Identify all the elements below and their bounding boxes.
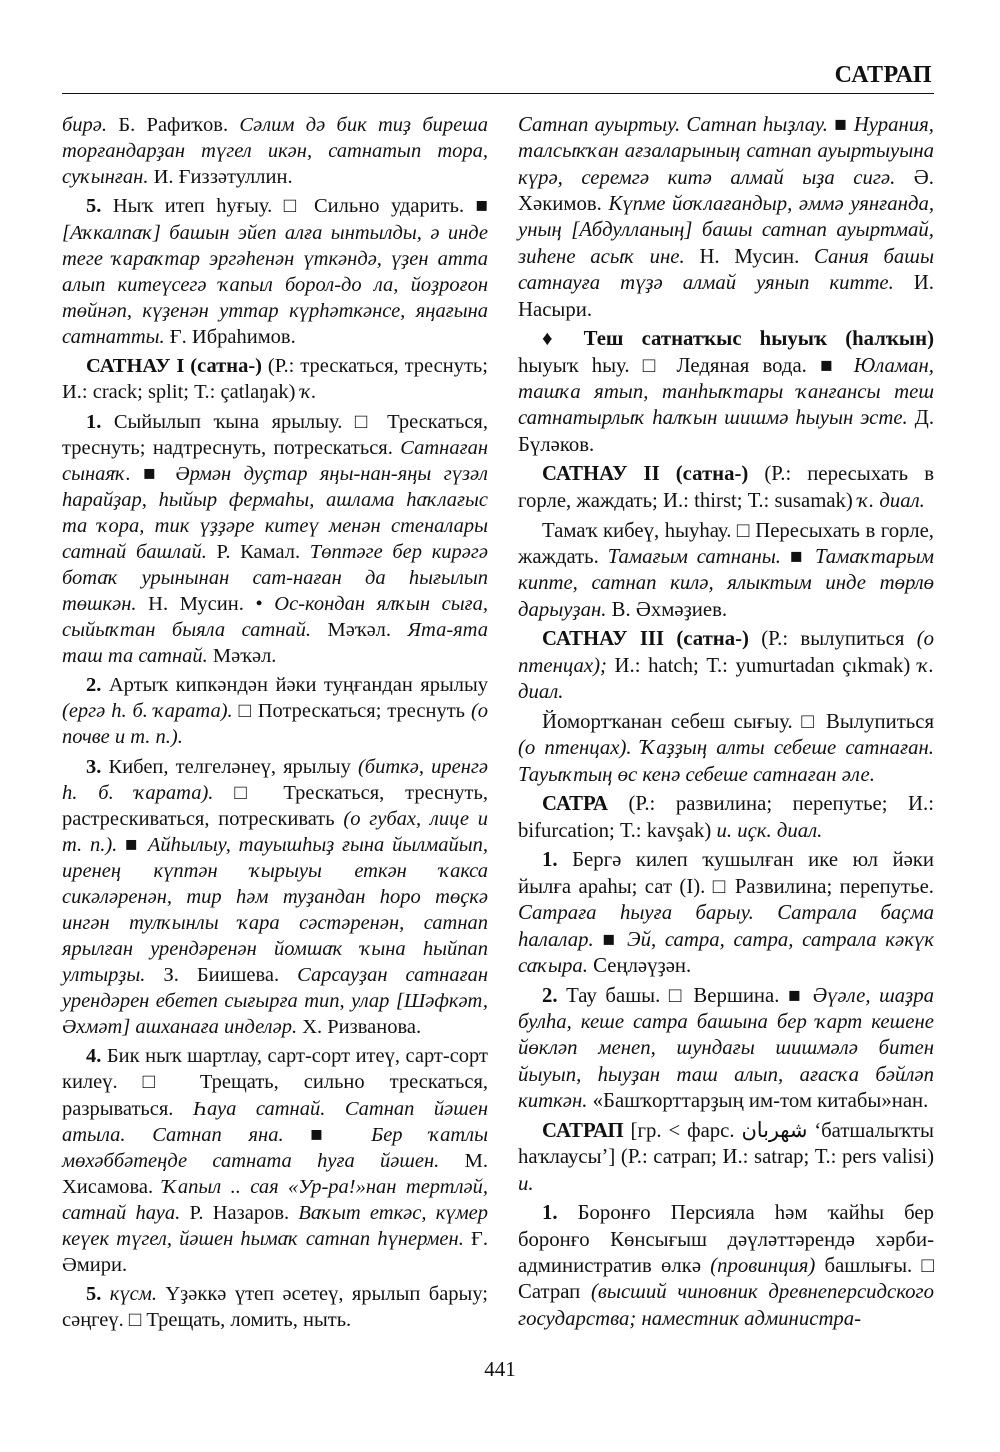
italic-text: (о почве и т. п.). (62, 700, 489, 749)
body-text: Ғ. Ибраһимов. (164, 325, 296, 348)
italic-text: ҡ. (300, 381, 317, 404)
dictionary-paragraph (62, 1281, 488, 1333)
dictionary-paragraph (62, 353, 488, 405)
body-text: Ә. Хәкимов. (518, 166, 934, 216)
right-column (518, 112, 934, 1335)
italic-text: [Аҡкалпаҡ] башын эйеп алға ынтылды, ә инде теге ҡараҡтар эргәһенән үткәндә, үҙен атта алып китеүсегә ҡапыл борол-до ла, йоҙроғон төйнәп, күҙенән уттар күрһәткәнсе, яңағына сатнатты. (62, 221, 488, 348)
italic-text: Юламан, ташҡа ятып, танһыҡтары ҡанғансы теш сатнатырлыҡ һалҡын шишмә һыуын эсте. (518, 354, 934, 430)
body-text: Н. Мусин. (684, 245, 815, 268)
italic-text: Айһылыу, тауышһыҙ ғына йылмайып, иренең күптән ҡырыуы еткән ҡакса сикәләренән, тир һәм туҙандан һоро төҫкә ингән тулҡынлы ҡара сәстәренән, сатнап ярылған урендәренән йомшаҡ ҡына һыйпап ултырҙы. (62, 833, 488, 986)
italic-text: (о птенцах); (518, 628, 934, 677)
italic-text: Сатраға һыуға барыу. Сатрала баҫма һалалар. (518, 902, 934, 951)
body-text: ■ (130, 462, 176, 485)
italic-text: ҡ. диал. (858, 489, 925, 512)
body-text: ■ (781, 545, 815, 568)
body-text: Кибеп, телгеләнеү, ярылыу (101, 755, 358, 778)
dictionary-paragraph (518, 1118, 934, 1197)
body-text: М. Хисамова. (62, 1149, 488, 1198)
italic-text: Эй, сатра, сатра, сатрала кәкүк саҡыра. (518, 928, 934, 977)
body-text: □ Трескаться, треснуть, растрескиваться, потрескивать (62, 781, 488, 830)
italic-text: Сания башы сатнауға түҙә алмай уянып китте. (518, 245, 934, 295)
body-text: (Р.: пересыхать в горле, жаждать; И.: thirst; Т.: susamak) (518, 463, 935, 512)
dictionary-paragraph (518, 791, 934, 844)
running-head: САТРАП (834, 62, 932, 88)
body-text: Н. Мусин. • (136, 592, 275, 615)
headword-text: 2. (86, 674, 102, 697)
dictionary-paragraph (518, 326, 934, 458)
headword-text: 5. (86, 1283, 102, 1306)
body-text: Ныҡ итеп һуғыу. □ Сильно ударить. ■ (101, 195, 488, 218)
dictionary-paragraph (518, 847, 934, 979)
body-text: Боронғо Персияла һәм ҡайһы бер боронғо Көнсығыш дәүләттәрендә хәрби-административ өлкә (518, 1202, 934, 1277)
italic-text: Төптәге бер кирәгә ботаҡ урынынан сат-наған да һығылып төшкән. (62, 540, 488, 615)
italic-text: и. иҫк. диал. (716, 819, 823, 842)
dictionary-paragraph (518, 461, 934, 514)
body-text: И.: hatch; Т.: yumurtadan çıkmak) (606, 654, 918, 677)
italic-text: Ята-ята таш та сатнай. (62, 618, 488, 667)
body-text: □ Потрескаться; треснуть (232, 700, 471, 723)
body-text: Х. Ризванова. (297, 1016, 422, 1039)
body-text: Д. Бүләков. (518, 407, 935, 456)
dictionary-paragraph (518, 626, 934, 705)
dictionary-paragraph (62, 754, 488, 1040)
italic-text: Ос-кондан ялҡын сыға, сыйыҡтан быяла сатнай. (62, 592, 488, 641)
body-text: Тамаҡ кибеү, һыуһау. □ Пересыхать в горле, жаждать. (518, 519, 934, 568)
headword-text: САТНАУ II (сатна-) (542, 463, 749, 486)
italic-text: (ергә һ. б. ҡарата). (62, 700, 233, 723)
body-text: З. Биишева. (145, 963, 298, 986)
headword-text: ♦ Теш сатнатҡыс һыуыҡ (һалҡын) (542, 328, 934, 351)
body-text: (Р.: развилина; перепутье; И.: bifurcation; Т.: kavşak) (518, 793, 934, 842)
italic-text: Сатнап ауыртыу. Сатнап һыҙлау. (518, 114, 828, 136)
headword-text: САТРАП (542, 1119, 624, 1142)
italic-text: Нурания, талсыҡҡан ағзаларының сатнап ауыртыуына күрә, серемгә китә алмай ыҙа сигә. (518, 114, 934, 189)
body-text: Йомортҡанан себеш сығыу. □ Вылупиться (542, 710, 934, 733)
dictionary-paragraph (62, 1043, 488, 1277)
body-text: ■ (827, 114, 854, 136)
italic-text: Сарсауҙан сатнаған урендәрен ебетеп сығырға тип, улар [Шәфкәт, Әхмәт] ашханаға инделәр. (62, 963, 488, 1039)
body-text: һыуыҡ һыу. □ Ледяная вода. ■ (518, 354, 854, 377)
header-rule (62, 93, 934, 94)
body-text: «Башҡорттарҙың им-том китабы»нан. (587, 1090, 929, 1113)
italic-text: бирә. (62, 114, 108, 136)
italic-text: (биткә, иренгә һ. б. ҡарата). (62, 755, 488, 804)
headword-text: 1. (86, 410, 102, 433)
dictionary-paragraph (518, 1200, 934, 1332)
body-text: Мәҡәл. (207, 644, 277, 667)
body-text: Тау башы. □ Вершина. ■ (557, 984, 813, 1007)
headword-text: САТНАУ III (сатна-) (542, 628, 749, 651)
headword-text: 1. (542, 849, 558, 872)
body-text: Артыҡ кипкәндән йәки туңғандан ярылыу (101, 674, 488, 697)
body-text (101, 1283, 109, 1305)
italic-text: күсм. (109, 1283, 157, 1306)
body-text: башлығы. □ Сатрап (518, 1255, 934, 1304)
dictionary-paragraph (518, 112, 934, 323)
body-text: Сыйылып ҡына ярылыу. □ Трескаться, треснуть; надтреснуть, потрескаться. (62, 410, 488, 459)
italic-text: Әүәле, шаҙра булһа, кеше сатра башына бер ҡарт кешене йөкләп менеп, шундағы шишмәлә битен йыуып, һыуҙан таш алып, ағасҡа бәйләп киткән. (518, 984, 935, 1113)
italic-text: (о птенцах). Ҡаҙҙың алты себеше сатнаған. Тауыҡтың өс кенә себеше сатнаған әле. (518, 737, 934, 786)
body-text: (Р.: вылупиться (748, 628, 917, 651)
left-column (62, 112, 488, 1337)
dictionary-paragraph (518, 518, 934, 623)
headword-text: САТРА (542, 793, 608, 816)
italic-text: Тамағым сатнаны. (607, 545, 781, 568)
dictionary-paragraph (62, 672, 488, 750)
body-text: (Р.: трескаться, треснуть; И.: crack; split; Т.: çatlaŋak) (62, 355, 488, 404)
body-text: Бергә килеп ҡушылған ике юл йәки йылға араһы; сат (I). □ Развилина; перепутье. (518, 849, 934, 898)
italic-text: ҡ. диал. (518, 654, 934, 704)
dictionary-paragraph (62, 193, 488, 349)
italic-text: Ваҡыт еткәс, күмер кеүек түгел, йәшен һымаҡ сатнап һүнермен. (62, 1201, 489, 1250)
headword-text: 4. (86, 1045, 102, 1068)
body-text: [гр. < фарс. شهربان ‘батшалыҡты һаҡлаусы’] (Р.: сатрап; И.: satrap; Т.: pers valisi) (518, 1119, 934, 1169)
body-text: ■ (593, 928, 628, 951)
body-text: И. Ғиззәтуллин. (148, 166, 293, 189)
italic-text: Әрмән дуҫтар яңы-нан-яңы гүзәл һарайҙар, һыйыр фермаһы, ашлама һаҡлағыс та ҡора, тик үҙҙәре китеү менән стеналары сатнай башлай. (62, 462, 488, 563)
body-text: И. Насыри. (518, 272, 934, 321)
italic-text: Күпме йоҡлағандыр, әммә уянғанда, уның [Абдулланың] башы сатнап ауыртмай, зиһене асыҡ ине. (518, 193, 935, 268)
headword-text: САТНАУ I (сатна-) (86, 355, 262, 378)
italic-text: Һауа сатнай. Сатнап йәшен атыла. Сатнап яна. (62, 1097, 488, 1146)
italic-text: (высший чиновник древнеперсидского государства; наместник администра- (518, 1281, 935, 1330)
body-text: В. Әхмәҙиев. (606, 598, 728, 621)
body-text: Үҙәккә үтеп әсетеү, ярылып барыу; сәңгеү. □ Трещать, ломить, ныть. (62, 1283, 488, 1332)
body-text: Р. Назаров. (180, 1201, 299, 1224)
dictionary-paragraph (518, 709, 934, 788)
headword-text: 1. (542, 1202, 558, 1225)
italic-text: (провинция) (710, 1255, 816, 1277)
body-text: ■ (117, 833, 148, 856)
body-text: Бик ныҡ шартлау, сарт-сорт итеү, сарт-сорт килеү. □ Трещать, сильно трескаться, разрываться. (62, 1045, 488, 1120)
italic-text: Бер ҡатлы мөхәббәтеңде сатната һуға йәшен. (62, 1123, 488, 1172)
dictionary-paragraph (62, 409, 488, 669)
body-text: Сеңләүҙән. (587, 954, 692, 977)
body-text: ■ (283, 1123, 372, 1146)
headword-text: 3. (86, 755, 102, 778)
dictionary-paragraph (518, 983, 934, 1115)
italic-text: Ҡапыл .. сая «Ур-ра!»нан тертләй, сатнай һауа. (62, 1175, 488, 1224)
body-text: Мәҡәл. (311, 618, 408, 641)
italic-text: Сатнаған сынаяҡ. (62, 436, 488, 485)
body-text: Ғ. Әмири. (62, 1227, 488, 1276)
body-text: Р. Камал. (206, 540, 310, 563)
page-number: 441 (484, 1357, 516, 1381)
italic-text: Сәлим дә бик тиҙ биреша торғандарҙан түгел икән, сатнатып тора, суҡынған. (62, 114, 488, 189)
body-text: Б. Рафиҡов. (107, 114, 240, 136)
italic-text: Тамаҡтарым кипте, сатнап килә, ялыктым инде төрлө дарыуҙан. (518, 545, 934, 621)
headword-text: 2. (542, 984, 558, 1007)
italic-text: (о губах, лице и т. п.). (62, 807, 488, 856)
headword-text: 5. (86, 195, 102, 218)
dictionary-paragraph (62, 112, 488, 190)
italic-text: и. (518, 1172, 534, 1195)
